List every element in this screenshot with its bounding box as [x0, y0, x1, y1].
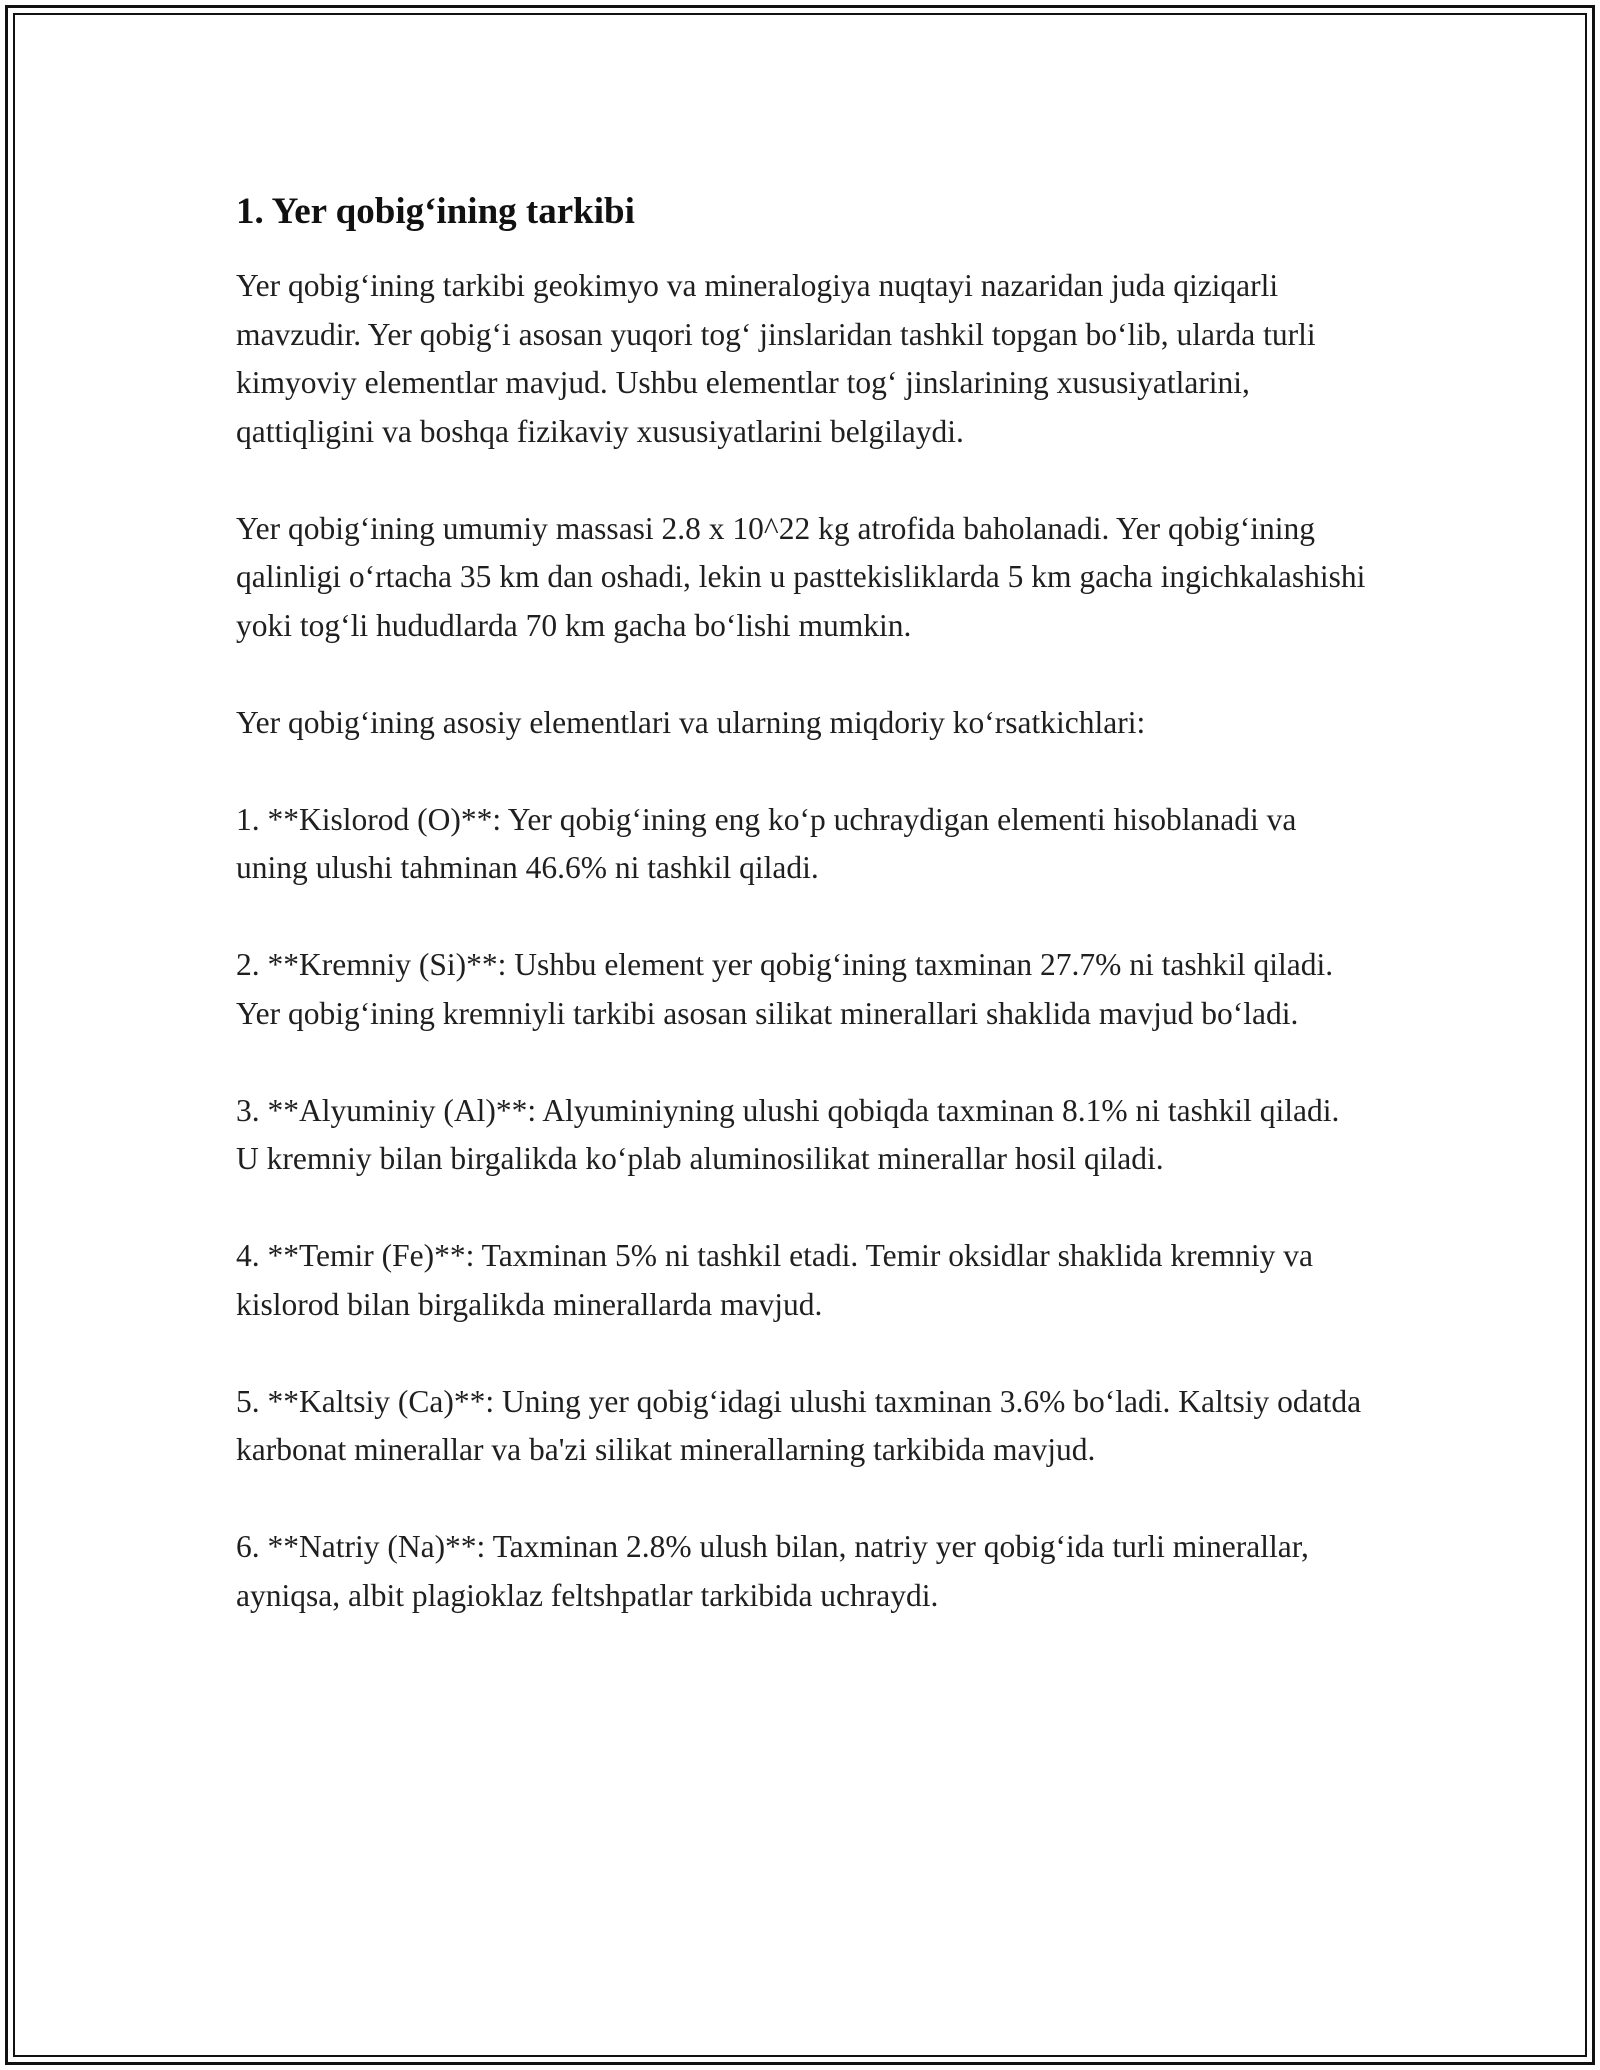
element-item-calcium: 5. **Kaltsiy (Ca)**: Uning yer qobig‘idagi ulushi taxminan 3.6% bo‘ladi. Kaltsiy odatda karbonat minerallar va ba'zi silikat minerallarning tarkibida mavjud.: [236, 1383, 1362, 1467]
element-item-sodium: 6. **Natriy (Na)**: Taxminan 2.8% ulush bilan, natriy yer qobig‘ida turli minerallar, ayniqsa, albit plagioklaz feltshpatlar tarkibida uchraydi.: [236, 1529, 1309, 1613]
mass-paragraph: Yer qobig‘ining umumiy massasi 2.8 x 10^22 kg atrofida baholanadi. Yer qobig‘ining qalinligi o‘rtacha 35 km dan oshadi, lekin u pasttekisliklarda 5 km gacha ingichkalashishi yoki tog‘li hududlarda 70 km gacha bo‘lishi mumkin.: [236, 510, 1366, 643]
document-body: [236, 188, 1366, 1669]
section-heading: 1. Yer qobig‘ining tarkibi: [236, 191, 635, 232]
element-item-oxygen: 1. **Kislorod (O)**: Yer qobig‘ining eng ko‘p uchraydigan elementi hisoblanadi va uning ulushi tahminan 46.6% ni tashkil qiladi.: [236, 801, 1297, 885]
element-item-iron: 4. **Temir (Fe)**: Taxminan 5% ni tashkil etadi. Temir oksidlar shaklida kremniy va kislorod bilan birgalikda minerallarda mavjud.: [236, 1238, 1313, 1322]
element-item-silicon: 2. **Kremniy (Si)**: Ushbu element yer qobig‘ining taxminan 27.7% ni tashkil qiladi. Yer qobig‘ining kremniyli tarkibi asosan silikat minerallari shaklida mavjud bo‘ladi.: [236, 947, 1334, 1031]
element-item-aluminium: 3. **Alyuminiy (Al)**: Alyuminiyning ulushi qobiqda taxminan 8.1% ni tashkil qiladi. U kremniy bilan birgalikda ko‘plab aluminosilikat minerallar hosil qiladi.: [236, 1092, 1340, 1176]
intro-paragraph: Yer qobig‘ining tarkibi geokimyo va mineralogiya nuqtayi nazaridan juda qiziqarli mavzudir. Yer qobig‘i asosan yuqori tog‘ jinslaridan tashkil topgan bo‘lib, ularda turli kimyoviy elementlar mavjud. Ushbu elementlar tog‘ jinslarining xususiyatlarini, qattiqligini va boshqa fizikaviy xususiyatlarini belgilaydi.: [236, 268, 1316, 449]
elements-intro-paragraph: Yer qobig‘ining asosiy elementlari va ularning miqdoriy ko‘rsatkichlari:: [236, 704, 1146, 740]
